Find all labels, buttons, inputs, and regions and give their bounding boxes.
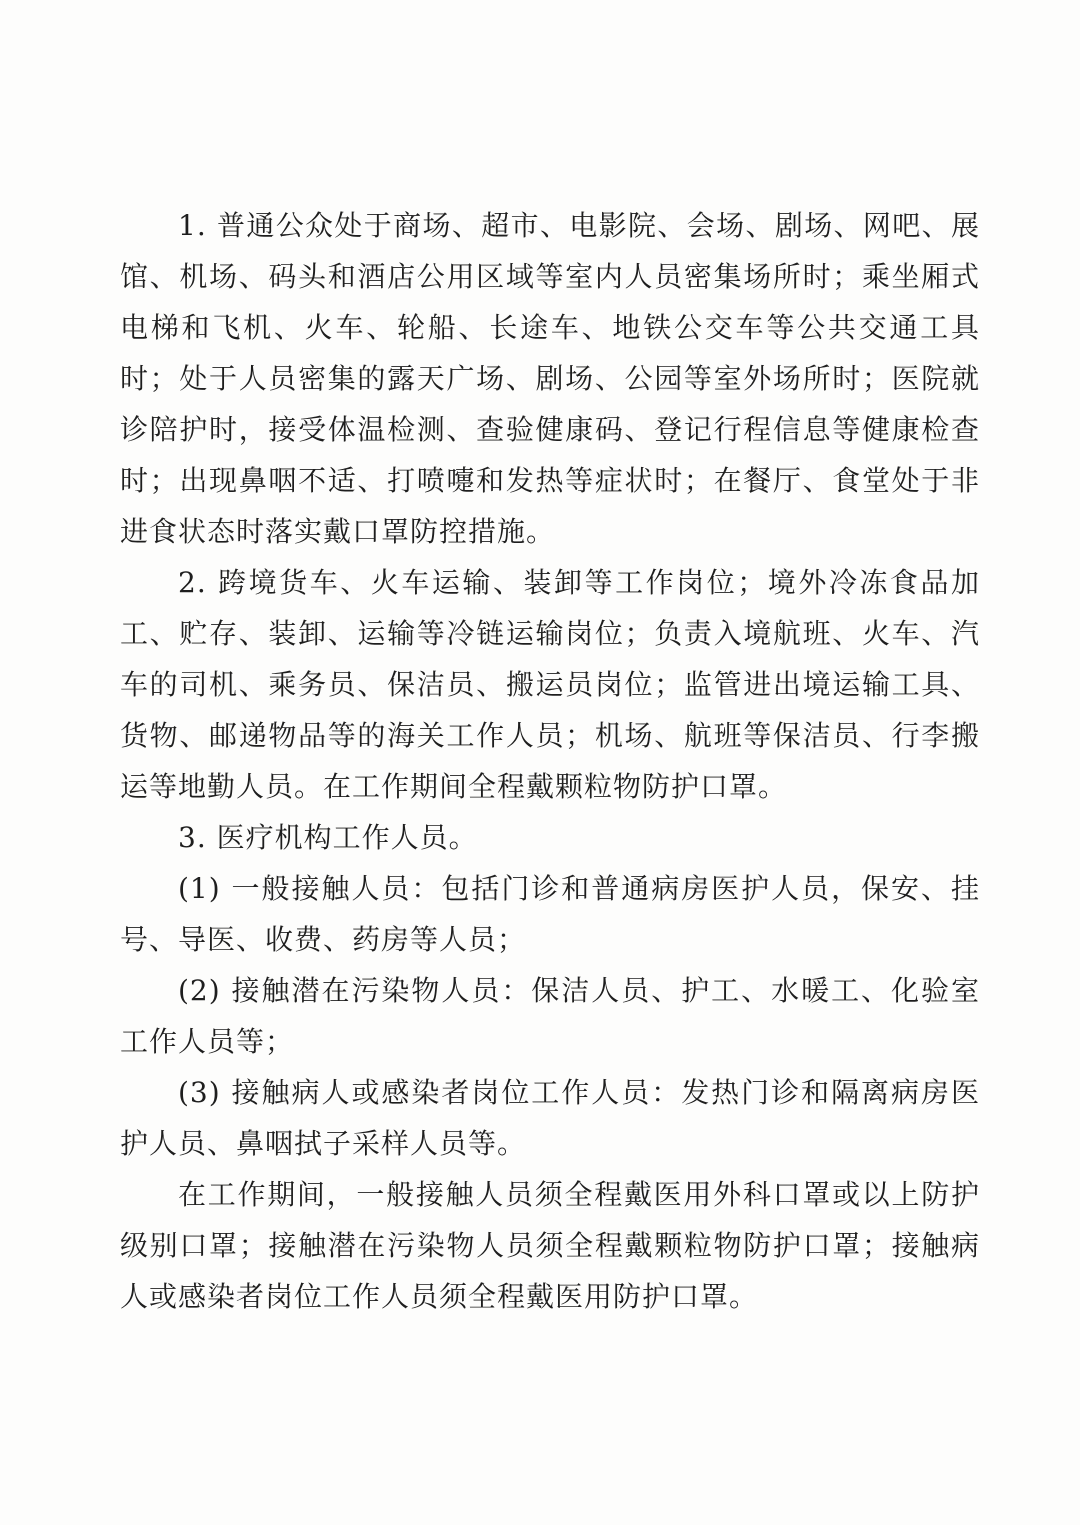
document-body: [120, 200, 980, 1322]
paragraph-1: 1. 普通公众处于商场、超市、电影院、会场、剧场、网吧、展馆、机场、码头和酒店公用区域等室内人员密集场所时；乘坐厢式电梯和飞机、火车、轮船、长途车、地铁公交车等公共交通工具时；处于人员密集的露天广场、剧场、公园等室外场所时；医院就诊陪护时，接受体温检测、查验健康码、登记行程信息等健康检查时；出现鼻咽不适、打喷嚏和发热等症状时；在餐厅、食堂处于非进食状态时落实戴口罩防控措施。: [120, 209, 980, 548]
paragraph-4: (1) 一般接触人员：包括门诊和普通病房医护人员，保安、挂号、导医、收费、药房等人员；: [120, 872, 980, 956]
paragraph-2: 2. 跨境货车、火车运输、装卸等工作岗位；境外冷冻食品加工、贮存、装卸、运输等冷链运输岗位；负责入境航班、火车、汽车的司机、乘务员、保洁员、搬运员岗位；监管进出境运输工具、货物、邮递物品等的海关工作人员；机场、航班等保洁员、行李搬运等地勤人员。在工作期间全程戴颗粒物防护口罩。: [120, 566, 980, 803]
paragraph-7: 在工作期间，一般接触人员须全程戴医用外科口罩或以上防护级别口罩；接触潜在污染物人员须全程戴颗粒物防护口罩；接触病人或感染者岗位工作人员须全程戴医用防护口罩。: [120, 1178, 980, 1313]
paragraph-5: (2) 接触潜在污染物人员：保洁人员、护工、水暖工、化验室工作人员等；: [120, 974, 980, 1058]
paragraph-6: (3) 接触病人或感染者岗位工作人员：发热门诊和隔离病房医护人员、鼻咽拭子采样人员等。: [120, 1076, 980, 1160]
paragraph-3: 3. 医疗机构工作人员。: [178, 821, 478, 854]
